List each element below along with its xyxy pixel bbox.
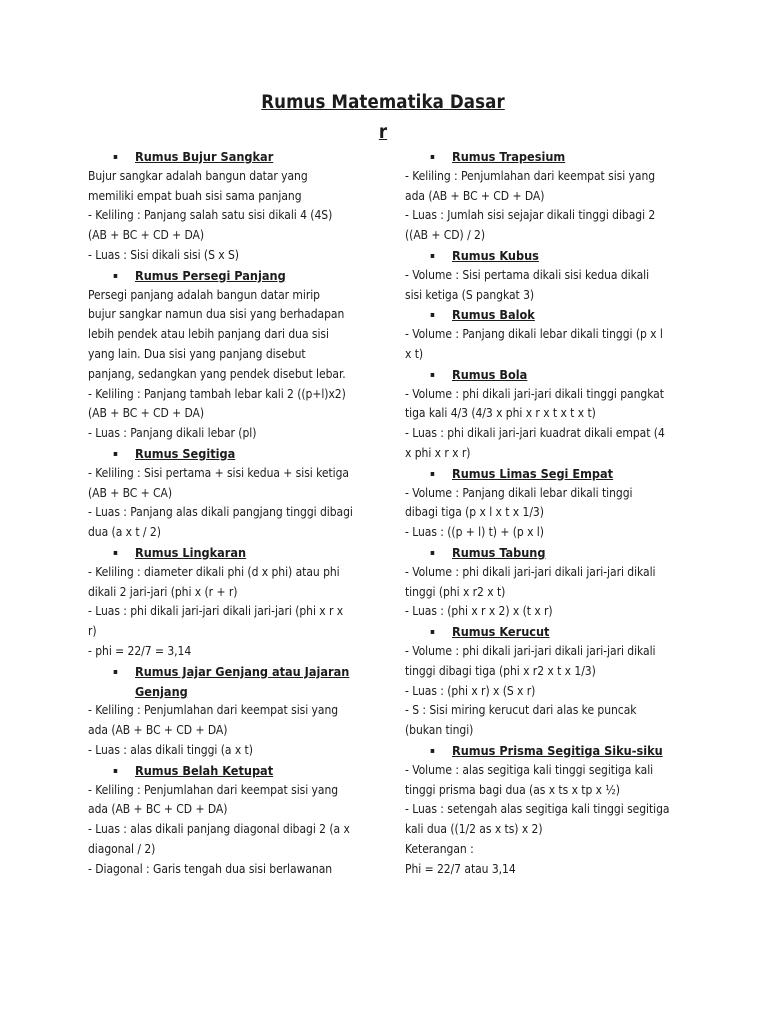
- section-rumus-balok: [405, 305, 690, 364]
- formula-line: (AB + BC + CD + DA): [88, 228, 205, 243]
- formula-line: - Luas : setengah alas segitiga kali tinggi segitiga: [405, 802, 670, 817]
- section-rumus-bujur-sangkar: [88, 147, 373, 266]
- bullet-square-icon: ▪: [430, 547, 435, 557]
- section-heading-text: Rumus Kubus: [452, 247, 539, 263]
- formula-line: ada (AB + BC + CD + DA): [405, 188, 545, 203]
- section-heading-text: Rumus Jajar Genjang atau Jajaran Genjang: [135, 663, 350, 699]
- section-rumus-tabung: [405, 543, 690, 622]
- document-title-overflow: r: [378, 122, 388, 143]
- formula-line: - Keliling : Panjang tambah lebar kali 2 ((p+l)x2): [88, 386, 346, 401]
- formula-line: Keterangan :: [405, 841, 474, 856]
- formula-line: - Luas : alas dikali panjang diagonal dibagi 2 (a x: [88, 822, 350, 837]
- formula-line: - Keliling : Penjumlahan dari keempat sisi yang: [405, 168, 656, 183]
- section-rumus-prisma-segitiga-siku-siku: [405, 741, 690, 880]
- section-heading: [88, 147, 373, 167]
- section-heading: [405, 543, 690, 563]
- section-heading: [405, 246, 690, 266]
- section-rumus-persegi-panjang: [88, 266, 373, 444]
- bullet-square-icon: ▪: [113, 152, 118, 161]
- bullet-square-icon: ▪: [430, 152, 435, 161]
- formula-line: memiliki empat buah sisi sama panjang: [88, 188, 302, 203]
- formula-line: - Luas : ((p + l) t) + (p x l): [405, 525, 544, 540]
- formula-line: yang lain. Dua sisi yang panjang disebut: [88, 346, 306, 361]
- section-heading-text: Rumus Bujur Sangkar: [135, 149, 274, 164]
- formula-line: - Luas : Panjang alas dikali pangjang tinggi dibagi: [88, 505, 353, 520]
- formula-line: - Volume : phi dikali jari-jari dikali jari-jari dikali: [405, 564, 656, 579]
- formula-line: ada (AB + BC + CD + DA): [88, 802, 228, 817]
- formula-line: - Luas : phi dikali jari-jari dikali jari-jari (phi x r x: [88, 604, 344, 619]
- bullet-square-icon: ▪: [430, 468, 435, 478]
- section-heading-text: Rumus Tabung: [452, 544, 546, 560]
- formula-line: x phi x r x r): [405, 445, 471, 460]
- formula-line: tinggi (phi x r2 x t): [405, 584, 506, 599]
- section-heading: [405, 147, 690, 167]
- formula-line: - Volume : phi dikali jari-jari dikali tinggi pangkat: [405, 386, 664, 401]
- section-rumus-lingkaran: [88, 543, 373, 662]
- section-heading-text: Rumus Prisma Segitiga Siku-siku: [452, 742, 663, 758]
- formula-line: - Luas : (phi x r) x (S x r): [405, 683, 536, 698]
- section-heading: [405, 741, 690, 761]
- formula-line: - Luas : (phi x r x 2) x (t x r): [405, 604, 553, 619]
- section-heading: [88, 761, 373, 781]
- formula-line: dikali 2 jari-jari (phi x (r + r): [88, 584, 238, 599]
- formula-line: - Luas : Jumlah sisi sejajar dikali tinggi dibagi 2: [405, 208, 656, 223]
- bullet-square-icon: ▪: [430, 250, 435, 260]
- formula-line: (AB + BC + CD + DA): [88, 406, 205, 421]
- formula-line: tinggi dibagi tiga (phi x r2 x t x 1/3): [405, 663, 596, 678]
- bullet-square-icon: ▪: [430, 310, 435, 320]
- section-rumus-kubus: [405, 246, 690, 305]
- formula-line: - Keliling : Sisi pertama + sisi kedua + sisi ketiga: [88, 465, 349, 480]
- section-rumus-belah-ketupat: [88, 761, 373, 880]
- formula-line: Bujur sangkar adalah bangun datar yang: [88, 168, 308, 183]
- formula-line: bujur sangkar namun dua sisi yang berhadapan: [88, 307, 345, 322]
- formula-line: kali dua ((1/2 as x ts) x 2): [405, 822, 543, 837]
- section-rumus-limas-segi-empat: [405, 464, 690, 543]
- formula-line: diagonal / 2): [88, 841, 156, 856]
- formula-line: - Keliling : Penjumlahan dari keempat sisi yang: [88, 782, 339, 797]
- section-heading-text: Rumus Bola: [452, 366, 528, 382]
- bullet-square-icon: ▪: [113, 270, 118, 280]
- formula-line: Persegi panjang adalah bangun datar mirip: [88, 287, 320, 302]
- formula-line: x t): [405, 346, 424, 361]
- section-heading: [88, 444, 373, 464]
- left-column: [88, 147, 373, 879]
- section-heading-text: Rumus Segitiga: [135, 445, 236, 461]
- formula-line: panjang, sedangkan yang pendek disebut lebar.: [88, 366, 346, 381]
- formula-line: - Luas : Panjang dikali lebar (pl): [88, 426, 257, 441]
- formula-line: - Diagonal : Garis tengah dua sisi berlawanan: [88, 861, 333, 876]
- section-heading: [88, 543, 373, 563]
- section-rumus-jajar-genjang-atau-jajaran-genjang: [88, 662, 373, 761]
- section-heading-text: Rumus Belah Ketupat: [135, 762, 274, 778]
- formula-line: - Volume : Sisi pertama dikali sisi kedua dikali: [405, 267, 650, 282]
- section-heading: [405, 305, 690, 325]
- section-heading: [405, 365, 690, 385]
- formula-line: (AB + BC + CA): [88, 485, 172, 500]
- formula-line: - Volume : Panjang dikali lebar dikali tinggi (p x l: [405, 327, 663, 342]
- section-heading: [88, 266, 373, 286]
- section-heading-text: Rumus Lingkaran: [135, 544, 247, 560]
- bullet-square-icon: ▪: [113, 765, 118, 775]
- section-heading-text: Rumus Limas Segi Empat: [452, 465, 614, 481]
- document-title: Rumus Matematika Dasar: [261, 92, 505, 113]
- formula-line: - phi = 22/7 = 3,14: [88, 643, 192, 658]
- formula-line: r): [88, 624, 97, 639]
- formula-line: - S : Sisi miring kerucut dari alas ke puncak: [405, 703, 637, 718]
- formula-line: - Luas : phi dikali jari-jari kuadrat dikali empat (4: [405, 426, 665, 441]
- formula-line: - Keliling : diameter dikali phi (d x phi) atau phi: [88, 564, 340, 579]
- section-heading: [405, 464, 690, 484]
- formula-line: (bukan tingi): [405, 723, 474, 738]
- formula-line: lebih pendek atau lebih panjang dari dua sisi: [88, 327, 329, 342]
- formula-line: tinggi prisma bagi dua (as x ts x tp x ½): [405, 782, 620, 797]
- bullet-square-icon: ▪: [430, 745, 435, 755]
- formula-line: Phi = 22/7 atau 3,14: [405, 861, 516, 876]
- bullet-square-icon: ▪: [113, 666, 118, 676]
- formula-line: - Volume : alas segitiga kali tinggi segitiga kali: [405, 762, 654, 777]
- section-rumus-trapesium: [405, 147, 690, 246]
- formula-line: tiga kali 4/3 (4/3 x phi x r x t x t x t): [405, 406, 596, 421]
- bullet-square-icon: ▪: [430, 627, 435, 637]
- right-column: [405, 147, 690, 879]
- formula-line: sisi ketiga (S pangkat 3): [405, 287, 535, 302]
- formula-line: - Volume : Panjang dikali lebar dikali tinggi: [405, 485, 633, 500]
- section-heading-text: Rumus Persegi Panjang: [135, 267, 286, 283]
- formula-line: - Luas : alas dikali tinggi (a x t): [88, 742, 253, 757]
- section-heading-text: Rumus Trapesium: [452, 149, 566, 164]
- section-heading-text: Rumus Kerucut: [452, 624, 550, 640]
- formula-line: - Luas : Sisi dikali sisi (S x S): [88, 247, 239, 262]
- section-rumus-segitiga: [88, 444, 373, 543]
- formula-line: - Volume : phi dikali jari-jari dikali jari-jari dikali: [405, 643, 656, 658]
- section-heading: [405, 622, 690, 642]
- formula-line: ((AB + CD) / 2): [405, 228, 486, 243]
- formula-line: dibagi tiga (p x l x t x 1/3): [405, 505, 544, 520]
- formula-line: ada (AB + BC + CD + DA): [88, 723, 228, 738]
- bullet-square-icon: ▪: [113, 448, 118, 458]
- section-heading: [88, 662, 373, 702]
- formula-line: - Keliling : Panjang salah satu sisi dikali 4 (4S): [88, 208, 333, 223]
- bullet-square-icon: ▪: [113, 547, 118, 557]
- bullet-square-icon: ▪: [430, 369, 435, 379]
- formula-line: dua (a x t / 2): [88, 525, 161, 540]
- formula-line: - Keliling : Penjumlahan dari keempat sisi yang: [88, 703, 339, 718]
- section-rumus-kerucut: [405, 622, 690, 741]
- section-heading-text: Rumus Balok: [452, 307, 535, 323]
- section-rumus-bola: [405, 365, 690, 464]
